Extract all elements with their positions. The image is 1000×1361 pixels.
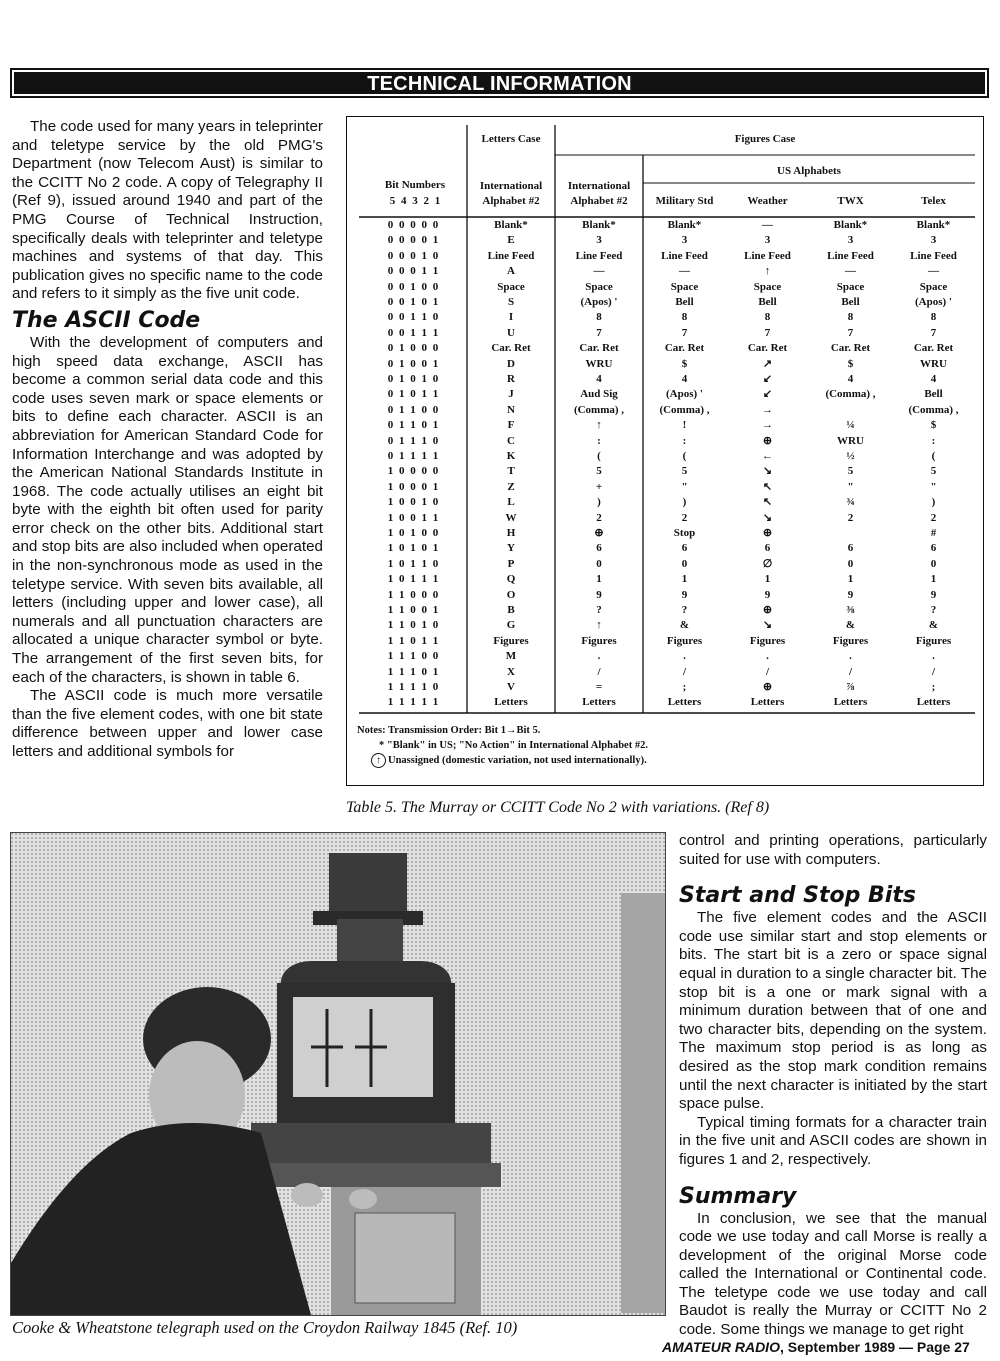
code-cell: /	[765, 665, 770, 678]
code-cell: Figures	[832, 634, 869, 647]
bit-pattern-cell: 1 0 0 0 0	[387, 465, 439, 478]
photo-caption: Cooke & Wheatstone telegraph used on the Croydon Railway 1845 (Ref. 10)	[12, 1318, 518, 1337]
code-cell: 5	[681, 465, 688, 478]
header-telex: Telex	[921, 195, 946, 207]
code-cell: —	[593, 265, 605, 278]
code-cell: T	[507, 465, 515, 478]
code-cell: "	[930, 480, 937, 493]
right-column	[679, 832, 987, 1340]
code-cell: ?	[930, 604, 937, 616]
table-row	[347, 449, 983, 464]
bit-pattern-cell: 0 0 1 1 1	[387, 326, 439, 339]
code-cell: (	[931, 450, 936, 462]
bit-pattern-cell: 0 0 0 0 0	[387, 219, 439, 231]
table-row	[347, 218, 983, 233]
code-cell: Car. Ret	[747, 342, 788, 355]
code-cell: K	[506, 450, 516, 462]
code-cell: 6	[681, 542, 688, 555]
section-heading: The ASCII Code	[12, 307, 201, 333]
code-cell: 0	[930, 557, 937, 570]
bit-pattern-cell: 1 1 1 1 1	[387, 696, 439, 709]
table-row	[347, 403, 983, 418]
table-row	[347, 233, 983, 248]
code-cell: :	[931, 434, 936, 447]
code-cell: /	[597, 665, 601, 678]
code-cell: Car. Ret	[579, 342, 619, 355]
code-cell: 9	[764, 588, 771, 601]
code-cell: Car. Ret	[664, 342, 705, 355]
code-cell: /	[931, 665, 936, 678]
code-cell: (Comma) ,	[908, 403, 959, 416]
code-cell: Figures	[581, 634, 617, 647]
code-cell: 6	[930, 542, 937, 555]
code-cell: C	[507, 434, 515, 447]
code-cell: 1	[764, 573, 771, 586]
code-cell: ↙	[762, 388, 773, 401]
code-cell: ?	[681, 604, 688, 616]
bit-pattern-cell: 0 1 1 1 0	[387, 434, 439, 447]
code-cell: &	[845, 619, 856, 632]
table-row	[347, 665, 983, 680]
code-cell: 2	[930, 511, 937, 524]
table-caption: Table 5. The Murray or CCITT Code No 2 with variations. (Ref 8)	[346, 799, 770, 816]
code-cell: 1	[681, 573, 688, 586]
code-cell: 3	[681, 234, 688, 247]
code-cell: S	[507, 296, 515, 308]
table-row	[347, 557, 983, 572]
code-cell: 9	[596, 588, 602, 601]
code-cell: Blank*	[494, 219, 528, 231]
code-cell: (Comma) ,	[573, 403, 625, 416]
bit-pattern-cell: 1 0 0 0 1	[387, 480, 439, 493]
bit-pattern-cell: 1 1 1 1 0	[387, 681, 439, 693]
code-cell: ↑	[596, 419, 602, 432]
code-cell: 3	[596, 234, 602, 247]
code-cell: "	[847, 480, 854, 493]
code-cell: R	[507, 373, 515, 385]
table-row	[347, 418, 983, 433]
code-cell: (Comma) ,	[825, 388, 876, 401]
code-cell: 2	[596, 511, 602, 524]
note-unassigned-text: Unassigned (domestic variation, not used internationally).	[388, 755, 647, 766]
bit-pattern-cell: 1 1 0 1 0	[387, 619, 439, 632]
bit-pattern-cell: 1 1 1 0 0	[387, 650, 439, 663]
code-cell: H	[506, 527, 516, 539]
table-row	[347, 588, 983, 603]
code-cell: .	[932, 650, 935, 663]
code-cell: ⅞	[846, 681, 855, 693]
code-cell: .	[683, 650, 686, 663]
bit-pattern-cell: 0 1 0 0 0	[387, 342, 439, 355]
code-cell: Blank*	[667, 219, 702, 231]
code-cell: ⊕	[762, 681, 773, 693]
section-banner	[10, 68, 989, 98]
code-cell: Bell	[758, 296, 777, 308]
table-row	[347, 634, 983, 649]
bit-pattern-cell: 1 0 1 0 0	[387, 527, 439, 539]
code-cell: 7	[764, 326, 771, 339]
code-cell: )	[931, 496, 936, 509]
code-cell: WRU	[837, 434, 864, 447]
table-row	[347, 280, 983, 295]
code-cell: 1	[596, 573, 602, 586]
code-cell: Line Feed	[575, 249, 623, 262]
bit-pattern-cell: 1 1 0 1 1	[387, 634, 439, 647]
code-cell: ?	[596, 604, 602, 616]
code-cell: O	[506, 588, 516, 601]
table-row	[347, 310, 983, 325]
code-cell: Z	[507, 480, 515, 493]
table-row	[347, 464, 983, 479]
paragraph: The ASCII code is much more versatile than the five element codes, with one bit state difference between upper and lower case letters and additional symbols for	[12, 687, 323, 760]
code-cell: —	[928, 265, 939, 278]
header-letters-case: Letters Case	[481, 133, 541, 145]
code-cell: ↖	[762, 496, 773, 509]
code-cell: 6	[764, 542, 771, 555]
code-cell: "	[681, 480, 688, 493]
code-cell: ↘	[762, 619, 773, 632]
table-row	[347, 649, 983, 664]
code-cell: 8	[930, 311, 937, 324]
paragraph: The code used for many years in teleprinter and teletype service by the old PMG's Department (now Telecom Aust) is similar to the CCITT No 2 code. A copy of Telegraphy II (Ref 9), issued around 1940 and part of the PMG Course of Technical Instruction, specifically deals with teleprinter and teletype machines and systems of that day. This publication gives no specific name to the code and refers to it simply as the five unit code.	[12, 118, 323, 303]
footer-date-page: , September 1989 — Page 27	[779, 1339, 970, 1355]
code-cell: /	[848, 665, 853, 678]
header-intl-figures: International Alphabet #2	[567, 180, 631, 207]
code-cell: I	[508, 311, 514, 324]
code-cell: Letters	[667, 696, 702, 709]
bit-pattern-cell: 0 0 0 1 1	[387, 265, 439, 278]
telegraph-illustration	[11, 833, 665, 1315]
code-cell: (Apos) '	[580, 296, 618, 308]
code-cell: 5	[596, 465, 602, 478]
code-cell: ↑	[764, 265, 771, 278]
code-cell: 0	[596, 557, 602, 570]
code-cell: V	[507, 681, 515, 693]
code-cell: ∅	[762, 557, 773, 570]
code-cell: $	[681, 357, 688, 370]
section-heading: Summary	[679, 1183, 797, 1209]
code-cell: ←	[762, 450, 773, 462]
table-row	[347, 341, 983, 356]
code-cell: $	[930, 419, 937, 432]
bit-pattern-cell: 0 0 1 1 0	[387, 311, 439, 324]
header-bit-order: 5 4 3 2 1	[389, 195, 441, 207]
table-row	[347, 264, 983, 279]
code-cell: Stop	[673, 527, 696, 539]
page-footer	[662, 1339, 970, 1355]
code-cell: Line Feed	[744, 249, 791, 262]
code-cell: ⅜	[846, 604, 855, 616]
code-cell: W	[505, 511, 517, 524]
table-notes	[357, 723, 648, 768]
bit-pattern-cell: 0 1 0 1 1	[387, 388, 439, 401]
code-cell: 8	[764, 311, 771, 324]
code-cell: 3	[847, 234, 854, 247]
code-cell: Space	[753, 280, 782, 293]
code-cell: (Comma) ,	[659, 403, 710, 416]
code-cell: X	[507, 665, 515, 678]
code-cell: 5	[930, 465, 937, 478]
code-cell: Bell	[675, 296, 694, 308]
code-cell: Bell	[924, 388, 943, 401]
table-row	[347, 357, 983, 372]
code-cell: Space	[497, 280, 525, 293]
paragraph: control and printing operations, particularly suited for use with computers.	[679, 832, 987, 868]
code-table	[346, 116, 984, 786]
code-cell: ⊕	[594, 527, 604, 539]
code-cell: Figures	[749, 634, 786, 647]
header-figures-case: Figures Case	[734, 133, 796, 145]
bit-pattern-cell: 0 1 0 1 0	[387, 373, 439, 385]
table-row	[347, 511, 983, 526]
code-cell: (Apos) '	[915, 296, 952, 308]
code-cell: =	[595, 681, 603, 693]
code-cell: →	[762, 403, 773, 416]
code-cell: .	[597, 650, 601, 663]
code-cell: —	[679, 265, 690, 278]
code-cell: Letters	[833, 696, 868, 709]
code-cell: ↙	[762, 373, 773, 385]
code-cell: ⊕	[762, 434, 773, 447]
table-row	[347, 526, 983, 541]
bit-pattern-cell: 1 0 1 0 1	[387, 542, 439, 555]
header-intl-letters: International Alphabet #2	[479, 180, 543, 207]
code-cell: ↘	[762, 465, 773, 478]
code-cell: )	[597, 496, 601, 509]
code-cell: &	[679, 619, 690, 632]
telegraph-photo	[10, 832, 666, 1316]
code-cell: G	[506, 619, 516, 632]
code-cell: Line Feed	[827, 249, 874, 262]
table-row	[347, 387, 983, 402]
code-cell: Car. Ret	[491, 342, 531, 355]
code-cell: 4	[930, 373, 937, 385]
code-cell: 2	[681, 511, 688, 524]
code-cell: Figures	[915, 634, 952, 647]
code-cell: Blank*	[833, 219, 868, 231]
unassigned-marker-icon: ↑	[371, 753, 386, 768]
code-cell: WRU	[920, 357, 947, 370]
code-cell: 4	[596, 373, 602, 385]
code-cell: 9	[847, 588, 854, 601]
code-cell: Space	[670, 280, 699, 293]
code-cell: 3	[930, 234, 937, 247]
table-row	[347, 326, 983, 341]
code-cell: Aud Sig	[580, 388, 618, 401]
header-bit-numbers: Bit Numbers	[384, 179, 446, 191]
table-row	[347, 541, 983, 556]
table-row	[347, 480, 983, 495]
note-blank: * "Blank" in US; "No Action" in International Alphabet #2.	[379, 740, 648, 751]
code-cell: Line Feed	[487, 249, 535, 262]
paragraph: With the development of computers and high speed data exchange, ASCII has become a common serial data code and this code uses seven mark or space elements or bits to define each character. ASCII is an abbreviation for American Standard Code for Information Interchange and was adopted by the American National Standards Institute in 1968. The code actually utilises an eight bit byte with the eighth bit often used for parity error check on the other bits. Additional start and stop bits are also included when operated in the non-synchronous mode as used in the teletype service. With seven bits available, all letters (including upper and lower case), all numerals and all punctuation characters are allocated a unique character symbol or byte. The arrangement of the first seven bits, for each of the characters, is shown in table 6.	[12, 333, 323, 686]
code-cell: ⊕	[762, 527, 773, 539]
code-cell: Blank*	[916, 219, 951, 231]
code-cell: 6	[596, 542, 602, 555]
code-cell: ¾	[846, 496, 855, 509]
paragraph: The five element codes and the ASCII code use similar start and stop elements or bits. The start bit is a zero or space signal equal in duration to a single character bit. The stop bit is a one or mark signal with a minimum duration between that of one and two character bits, depending on the system. The maximum stop period is as long as desired as the stop mark condition remains until the next character is initiated by the start space pulse.	[679, 909, 987, 1113]
code-cell: L	[507, 496, 515, 509]
header-military: Military Std	[655, 195, 714, 207]
code-cell: Space	[585, 280, 613, 293]
magazine-name: AMATEUR RADIO	[662, 1339, 780, 1355]
bit-pattern-cell: 1 1 0 0 0	[387, 588, 439, 601]
header-us-alphabets: US Alphabets	[777, 165, 841, 177]
code-cell: Car. Ret	[913, 342, 954, 355]
table-row	[347, 603, 983, 618]
code-cell: Blank*	[582, 219, 616, 231]
table-row	[347, 618, 983, 633]
paragraph: Typical timing formats for a character train in the five unit and ASCII codes are shown in figures 1 and 2, respectively.	[679, 1113, 987, 1168]
bit-pattern-cell: 0 0 1 0 1	[387, 296, 439, 308]
paragraph: In conclusion, we see that the manual code we use today and call Morse is really a development of the original Morse code called the International or Continental code. The teletype code we use today and call Baudot is really the Murray or CCITT No 2 code. Some things we manage to get right	[679, 1209, 987, 1339]
code-cell: .	[766, 650, 769, 663]
code-cell: F	[507, 419, 515, 432]
code-cell: )	[682, 496, 687, 509]
header-weather: Weather	[747, 195, 788, 207]
code-cell: M	[505, 650, 517, 663]
code-cell: +	[595, 480, 603, 493]
code-cell: :	[682, 434, 687, 447]
table-row	[347, 372, 983, 387]
table-row	[347, 680, 983, 695]
table-row	[347, 295, 983, 310]
code-cell: 8	[847, 311, 854, 324]
code-cell: 9	[681, 588, 688, 601]
code-cell: Letters	[494, 696, 528, 709]
bit-pattern-cell: 0 1 1 1 1	[387, 450, 439, 462]
code-cell: WRU	[585, 357, 613, 370]
code-cell: →	[762, 419, 773, 432]
bit-pattern-cell: 1 0 1 1 0	[387, 557, 439, 570]
banner-title: TECHNICAL INFORMATION	[367, 73, 632, 95]
code-cell: P	[507, 557, 515, 570]
code-cell: 4	[847, 373, 854, 385]
code-cell: $	[847, 357, 854, 370]
code-cell: 8	[681, 311, 688, 324]
code-cell: U	[507, 326, 515, 339]
bit-pattern-cell: 1 0 0 1 0	[387, 496, 439, 509]
code-cell: Bell	[841, 296, 860, 308]
code-cell: A	[507, 265, 515, 278]
table-row	[347, 434, 983, 449]
code-cell: !	[682, 419, 687, 432]
bit-pattern-cell: 0 1 1 0 0	[387, 403, 439, 416]
table-row	[347, 572, 983, 587]
code-cell: Letters	[750, 696, 785, 709]
table-row	[347, 249, 983, 264]
code-cell: ↘	[762, 511, 773, 524]
code-cell: (Apos) '	[666, 388, 703, 401]
code-cell: (	[682, 450, 687, 462]
note-transmission: Notes: Transmission Order: Bit 1→Bit 5.	[357, 725, 541, 736]
code-cell: N	[507, 403, 515, 416]
code-cell: Figures	[666, 634, 703, 647]
note-unassigned	[357, 753, 648, 768]
code-cell: ⊕	[762, 604, 773, 616]
bit-pattern-cell: 1 1 0 0 1	[387, 604, 439, 616]
code-cell: B	[507, 604, 515, 616]
code-cell: Car. Ret	[830, 342, 871, 355]
code-cell: Line Feed	[661, 249, 708, 262]
code-cell: ↑	[596, 619, 602, 632]
code-cell: ½	[846, 450, 855, 462]
code-cell: Figures	[493, 634, 529, 647]
code-cell: E	[507, 234, 515, 247]
code-cell: 9	[930, 588, 937, 601]
code-cell: 7	[930, 326, 937, 339]
section-heading: Start and Stop Bits	[679, 883, 916, 909]
code-cell: /	[682, 665, 687, 678]
code-cell: Y	[507, 542, 515, 555]
code-cell: 1	[847, 573, 854, 586]
code-cell: (	[597, 450, 601, 462]
code-cell: .	[849, 650, 852, 663]
header-twx: TWX	[837, 195, 864, 207]
code-cell: :	[597, 434, 601, 447]
code-cell: 0	[847, 557, 854, 570]
code-cell: —	[845, 265, 856, 278]
code-cell: ;	[682, 681, 687, 693]
code-cell: Line Feed	[910, 249, 957, 262]
code-cell: ;	[931, 681, 936, 693]
bit-pattern-cell: 0 1 1 0 1	[387, 419, 439, 432]
table-row	[347, 495, 983, 510]
code-cell: 7	[596, 326, 602, 339]
bit-pattern-cell: 0 0 1 0 0	[387, 280, 439, 293]
code-cell: ↖	[762, 480, 773, 493]
code-cell: 2	[847, 511, 854, 524]
code-cell: 7	[681, 326, 688, 339]
code-cell: 5	[847, 465, 854, 478]
code-cell: 4	[681, 373, 688, 385]
code-cell: ¼	[846, 419, 855, 432]
code-cell: 3	[764, 234, 771, 247]
code-cell: #	[930, 527, 937, 539]
bit-pattern-cell: 0 0 0 0 1	[387, 234, 439, 247]
code-cell: —	[762, 219, 773, 231]
code-cell: &	[928, 619, 939, 632]
bit-pattern-cell: 0 0 0 1 0	[387, 249, 439, 262]
code-cell: Q	[506, 573, 516, 586]
code-cell: 8	[596, 311, 602, 324]
bit-pattern-cell: 0 1 0 0 1	[387, 357, 439, 370]
left-column	[12, 118, 323, 762]
code-cell: Letters	[582, 696, 616, 709]
bit-pattern-cell: 1 1 1 0 1	[387, 665, 439, 678]
code-cell: Space	[836, 280, 865, 293]
code-cell: ↗	[762, 357, 773, 370]
bit-pattern-cell: 1 0 1 1 1	[387, 573, 439, 586]
code-cell: D	[507, 357, 515, 370]
code-cell: 6	[847, 542, 854, 555]
code-cell: J	[508, 388, 514, 401]
table-row	[347, 695, 983, 710]
code-cell: 1	[930, 573, 937, 586]
code-cell: Space	[919, 280, 948, 293]
code-cell: 0	[681, 557, 688, 570]
code-cell: 7	[847, 326, 854, 339]
code-cell: Letters	[916, 696, 951, 709]
bit-pattern-cell: 1 0 0 1 1	[387, 511, 439, 524]
